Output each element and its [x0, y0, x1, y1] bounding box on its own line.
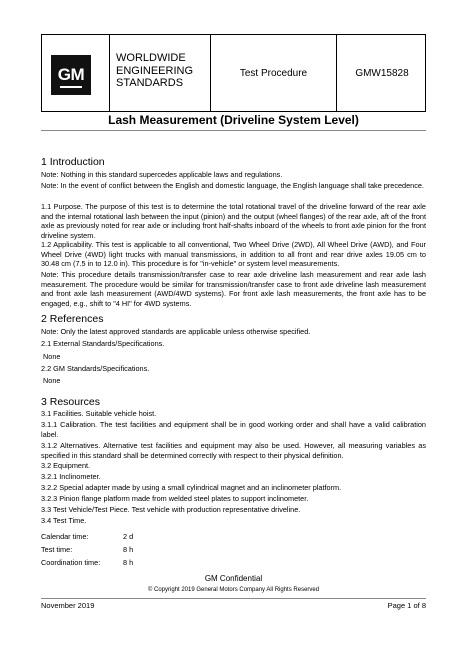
test-time-value: 8 h — [123, 558, 134, 567]
paragraph: 1.2 Applicability. This test is applicable to all conventional, Two Wheel Drive (2WD), All Wheel Drive (AWD), and Four Wheel Drive (4WD) light trucks with manual transmissions, in addition to all front and rear drive axles 19.05 cm to 30.48 cm (7.5 in to 12.0 in). This procedure is for "in-vehicle" or system level measurements. — [41, 240, 426, 268]
paragraph: Note: Only the latest approved standards are applicable unless otherwise specified. — [41, 327, 311, 336]
brand-line: STANDARDS — [116, 77, 184, 89]
paragraph: 1.1 Purpose. The purpose of this test is to determine the total rotational travel of the driveline forward of the rear axle and the internal rotational lash between the input (pinion) and the output (wheel flanges) of the rear axle, aft of the front axle as previously noted for rear axle or including front half-shafts inboard of the wheels to front axle pinion for the front driveline system. — [41, 202, 426, 240]
test-time-value: 8 h — [123, 545, 134, 554]
logo-cell — [42, 35, 110, 111]
paragraph: 3.2 Equipment. — [41, 461, 91, 470]
paragraph: 3.2.1 Inclinometer. — [41, 472, 101, 481]
footer-date: November 2019 — [41, 601, 95, 610]
brand-line: WORLDWIDE — [116, 52, 186, 64]
paragraph: 3.1 Facilities. Suitable vehicle hoist. — [41, 409, 157, 418]
section-heading: 3 Resources — [41, 396, 100, 408]
title-divider — [41, 130, 426, 131]
gm-logo — [51, 55, 91, 95]
paragraph: 2.2 GM Standards/Specifications. — [41, 364, 150, 373]
brand-line: ENGINEERING — [116, 64, 194, 77]
paragraph: 3.1.1 Calibration. The test facilities and equipment shall be in good working order and shall have a valid calibration label. — [41, 420, 426, 439]
paragraph: None — [43, 376, 61, 385]
doc-type-cell — [210, 35, 337, 111]
brand-text — [116, 52, 193, 90]
paragraph: 3.2.3 Pinion flange platform made from welded steel plates to support inclinometer. — [41, 494, 309, 503]
paragraph: 3.4 Test Time. — [41, 516, 87, 525]
paragraph: 3.1.2 Alternatives. Alternative test facilities and equipment may also be used. However, all measuring variables as specified in this standard shall be determined correctly with respect to their physical definition. — [41, 441, 426, 460]
paragraph: 3.2.2 Special adapter made by using a small cylindrical magnet and an inclinometer platform. — [41, 483, 342, 492]
logo-text: GM — [57, 65, 85, 84]
paragraph: None — [43, 352, 61, 361]
paragraph: 3.3 Test Vehicle/Test Piece. Test vehicle with production representative driveline. — [41, 505, 301, 514]
doc-number: GMW15828 — [355, 68, 409, 79]
test-time-label: Calendar time: — [41, 532, 89, 541]
doc-number-cell — [337, 35, 427, 111]
page-number: Page 1 of 8 — [387, 601, 426, 610]
section-heading: 1 Introduction — [41, 156, 105, 168]
paragraph: Note: In the event of conflict between the English and domestic language, the English language shall take precedence. — [41, 181, 424, 190]
test-time-label: Coordination time: — [41, 558, 101, 567]
header-table — [41, 34, 426, 112]
paragraph: Note: Nothing in this standard supercedes applicable laws and regulations. — [41, 170, 283, 179]
paragraph: 2.1 External Standards/Specifications. — [41, 339, 165, 348]
page-title: Lash Measurement (Driveline System Level) — [108, 113, 359, 127]
section-heading: 2 References — [41, 313, 104, 325]
test-time-value: 2 d — [123, 532, 134, 541]
paragraph: Note: This procedure details transmission/transfer case to rear axle driveline lash measurement and rear axle lash measurement. The procedure would be similar for transmission/transfer case to front axle driveline lash measurement and front axle lash measurement (AWD/4WD systems). For front axle lash measurements, the front axle has to be engaged, e.g., shift to "4 HI" for 4WD systems. — [41, 270, 426, 308]
test-time-label: Test time: — [41, 545, 73, 554]
doc-type: Test Procedure — [239, 68, 308, 79]
confidential-label: GM Confidential — [204, 574, 263, 583]
brand-cell — [110, 35, 210, 111]
footer-divider — [41, 598, 426, 599]
copyright-notice: © Copyright 2019 General Motors Company All Rights Reserved — [147, 587, 320, 593]
